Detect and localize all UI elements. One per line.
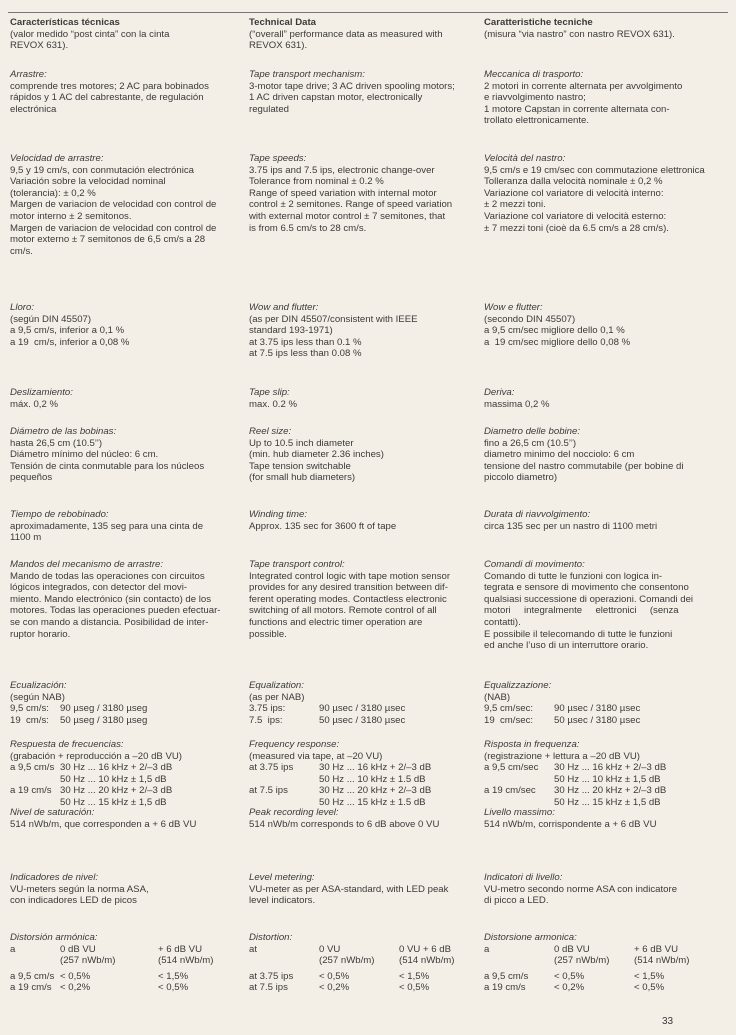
spec-table-cell: (514 nWb/m) [634,955,690,967]
spec-table [10,703,147,726]
spec-table [10,762,172,808]
section-line: con indicadores LED de picos [10,895,137,907]
spec-section-velocita-del-nastro [484,153,706,234]
spec-table-cell: (514 nWb/m) [158,955,214,967]
spec-table [249,944,454,994]
section-line: Mando de todas las operaciones con circuitos [10,570,205,582]
section-line: miento. Mando electrónico (sin contacto) de los [10,593,212,605]
spec-table-cell: a [10,943,16,955]
section-line: functions and electric timer operation are [249,616,423,628]
spec-table-row [10,774,172,786]
spec-table-cell: 30 Hz ... 20 kHz + 2/–3 dB [319,785,432,797]
section-heading: Deslizamiento: [10,387,73,398]
spec-table-cell: < 1,5% [634,970,665,982]
spec-table-row [484,762,666,774]
spec-table-row [249,971,454,983]
section-heading: Arrastre: [10,69,47,80]
spec-table-cell: 0 dB VU [60,943,96,955]
section-line: switching of all motors. Remote control of all [249,605,437,617]
section-line: E possibile il telecomando di tutte le funzioni [484,628,673,640]
section-line: Margen de variacion de velocidad con control de [10,222,217,234]
section-heading: Distortion: [249,932,293,943]
spec-table-row [484,955,689,967]
section-heading: Indicadores de nivel: [10,872,98,883]
section-line: ferent operating modes. Contactless electronic [249,593,447,605]
section-line: (tolerancia): ± 0,2 % [10,187,96,199]
section-line: aproximadamente, 135 seg para una cinta de [10,520,204,532]
spec-section-level-metering [249,872,471,907]
spec-table [484,762,666,808]
spec-table-row [10,944,213,956]
spec-section-frequency-response [249,739,471,809]
section-line: standard 193-1971) [249,325,333,337]
column-subtitle-line: (“overall” performance data as measured with [249,28,443,40]
section-line: (registrazione + lettura a –20 dB VU) [484,750,640,762]
spec-table-cell: a 19 cm/sec [484,785,536,797]
section-line: Integrated control logic with tape motion sensor [249,570,451,582]
spec-table-row [249,703,405,715]
spec-table-cell: at 3.75 ips [249,762,294,774]
spec-table-cell: 30 Hz ... 16 kHz + 2/–3 dB [319,762,432,774]
spec-table-row [484,774,666,786]
section-line: Approx. 135 sec for 3600 ft of tape [249,520,397,532]
section-line: VU-meter as per ASA-standard, with LED peak [249,883,449,895]
spec-section-tape-transport-control [249,559,471,640]
column-header [484,17,706,40]
spec-table-cell: 0 VU + 6 dB [399,943,451,955]
section-line: circa 135 sec per un nastro di 1100 metri [484,520,658,532]
spec-table-cell: a 9,5 cm/s [484,970,529,982]
section-line: 9,5 cm/s e 19 cm/sec con commutazione elettronica [484,164,705,176]
section-heading: Reel size: [249,426,292,437]
section-line: motor interno ± 2 semitonos. [10,210,132,222]
spec-section-distorsion-armonica [10,932,242,994]
spec-table-row [249,774,431,786]
spec-table-cell: 30 Hz ... 16 kHz + 2/–3 dB [554,762,667,774]
spec-section-distorsione-armonica [484,932,706,994]
spec-table-cell: a 19 cm/s [10,785,52,797]
section-line: máx. 0,2 % [10,398,58,410]
section-line: fino a 26,5 cm (10.5’’) [484,437,577,449]
spec-table-row [10,955,213,967]
spec-table-cell [10,774,60,786]
section-line: VU-metro secondo norme ASA con indicatore [484,883,678,895]
section-line: se con mando a distancia. Posibilidad de inter- [10,616,209,628]
spec-table-cell: 30 Hz ... 16 kHz + 2/–3 dB [60,762,173,774]
spec-table-cell: + 6 dB VU [634,943,678,955]
spec-section-diametro-de-las-bobinas [10,426,242,484]
spec-table-row [484,982,689,994]
section-heading: Tape slip: [249,387,290,398]
section-line: possible. [249,628,287,640]
section-line: Variación sobre la velocidad nominal [10,176,166,188]
section-line: with external motor control ± 7 semitones, that [249,210,446,222]
section-line: hasta 26,5 cm (10.5’’) [10,437,103,449]
section-line: 3-motor tape drive; 3 AC driven spooling motors; [249,80,455,92]
spec-section-arrastre [10,69,242,115]
section-heading: Livello massimo: [484,807,555,818]
section-line: motori integralmente elettronici (senza [484,605,679,617]
spec-table-row [10,762,172,774]
section-heading: Level metering: [249,872,315,883]
column-title: Características técnicas [10,17,120,28]
spec-table-cell: 50 µsec / 3180 µsec [319,714,406,726]
spec-table-cell: a 19 cm/s [484,982,526,994]
spec-section-velocidad-de-arrastre [10,153,242,257]
column-subtitle-line: (valor medido “post cinta” con la cinta [10,28,170,40]
spec-table-cell: < 1,5% [399,970,430,982]
section-line: a 9,5 cm/s, inferior a 0,1 % [10,325,125,337]
spec-table-cell: < 0,5% [399,982,430,994]
spec-table-cell [10,955,60,967]
section-line: trollato elettronicamente. [484,115,590,127]
section-line: cm/s. [10,245,33,257]
section-line: regulated [249,103,290,115]
section-line: Up to 10.5 inch diameter [249,437,354,449]
section-line: diametro minimo del nocciolo: 6 cm [484,449,635,461]
spec-table-row [249,982,454,994]
section-line: ± 2 mezzi toni. [484,199,546,211]
section-line: (min. hub diameter 2.36 inches) [249,449,384,461]
column-title: Technical Data [249,17,317,28]
spec-table-cell: < 0,5% [634,982,665,994]
spec-section-comandi-di-movimento [484,559,706,652]
spec-table-cell: (514 nWb/m) [399,955,455,967]
spec-table-cell: 50 Hz ... 15 kHz ± 1,5 dB [554,796,661,808]
section-line: (NAB) [484,691,511,703]
spec-table-row [10,785,172,797]
section-heading: Tiempo de rebobinado: [10,509,109,520]
section-line: ruptor horario. [10,628,71,640]
section-line: ± 7 mezzi toni (cioè da 6.5 cm/s a 28 cm/s). [484,222,669,234]
spec-table-cell [484,955,554,967]
spec-section-meccanica-di-trasporto [484,69,706,127]
section-line: Variazione col variatore di velocità esterno: [484,210,667,222]
section-line: Tolerance from nominal ± 0.2 % [249,176,384,188]
section-heading: Nivel de saturación: [10,807,95,818]
spec-table-cell: 90 µsec / 3180 µsec [319,703,406,715]
section-heading: Tape transport control: [249,559,345,570]
spec-table-row [249,762,431,774]
spec-table-row [249,785,431,797]
section-line: 514 nWb/m, corrispondente a + 6 dB VU [484,818,657,830]
section-line: pequeños [10,472,53,484]
section-heading: Wow e flutter: [484,302,543,313]
section-line: Tensión de cinta conmutable para los núcleos [10,460,205,472]
spec-table-cell: 9,5 cm/sec: [484,703,534,715]
page-number: 33 [662,1016,674,1027]
section-line: Tape tension switchable [249,460,351,472]
section-line: Range of speed variation with internal motor [249,187,437,199]
section-line: e riavvolgimento nastro; [484,92,586,104]
spec-section-reel-size [249,426,471,484]
section-line: (secondo DIN 45507) [484,313,576,325]
section-line: contatti). [484,616,521,628]
spec-table-cell: 50 Hz ... 10 kHz ± 1,5 dB [60,773,167,785]
section-line: Diámetro mínimo del núcleo: 6 cm. [10,449,159,461]
section-heading: Equalizzazione: [484,680,552,691]
section-line: (as per NAB) [249,691,305,703]
section-line: lógicos integrados, con detector del movi- [10,582,188,594]
section-line: 514 nWb/m, que corresponden a + 6 dB VU [10,818,197,830]
spec-section-wow-and-flutter [249,302,471,360]
section-line: Margen de variacion de velocidad con control de [10,199,217,211]
spec-table-row [484,703,640,715]
spec-table-cell: a 9,5 cm/s [10,762,55,774]
spec-table [249,762,431,808]
spec-section-tiempo-de-rebobinado [10,509,242,544]
spec-table-row [484,715,640,727]
section-line: a 19 cm/sec migliore dello 0,08 % [484,336,631,348]
section-heading: Respuesta de frecuencias: [10,739,124,750]
section-line: Tolleranza dalla velocità nominale ± 0,2 % [484,176,663,188]
spec-table-row [249,955,454,967]
section-heading: Frequency response: [249,739,340,750]
section-line: max. 0.2 % [249,398,297,410]
section-heading: Distorsione armonica: [484,932,577,943]
spec-table-cell: a 9,5 cm/sec [484,762,539,774]
section-line: tegrata e sensore di movimento che consentono [484,582,689,594]
section-line: level indicators. [249,895,316,907]
spec-table-cell: a 9,5 cm/s [10,970,55,982]
section-line: 1100 m [10,532,42,544]
section-heading: Peak recording level: [249,807,339,818]
spec-section-wow-e-flutter [484,302,706,348]
section-line: control ± 2 semitones. Range of speed variation [249,199,453,211]
section-heading: Comandi di movimento: [484,559,585,570]
spec-table-cell: a [484,943,490,955]
spec-section-risposta-in-frequenza [484,739,706,809]
spec-table-cell: < 0,2% [319,982,350,994]
spec-section-equalizzazione [484,680,706,726]
section-line: motores. Todas las operaciones pueden efectuar- [10,605,221,617]
spec-table-cell: < 1,5% [158,970,189,982]
top-rule [8,12,728,13]
spec-section-distortion [249,932,471,994]
spec-section-deslizamiento [10,387,242,410]
section-line: comprende tres motores; 2 AC para bobinados [10,80,209,92]
section-line: Comando di tutte le funzioni con logica in- [484,570,663,582]
spec-table-cell: 9,5 cm/s: [10,703,49,715]
section-line: (measured via tape, at –20 VU) [249,750,383,762]
spec-table-cell: 0 dB VU [554,943,590,955]
section-line: (según NAB) [10,691,65,703]
section-heading: Tape transport mechanism: [249,69,365,80]
spec-table-cell: 19 cm/sec: [484,714,534,726]
section-line: motor externo ± 7 semitonos de 6,5 cm/s a 28 [10,234,206,246]
spec-table-cell [249,774,319,786]
spec-table-row [484,944,689,956]
column-subtitle-line: REVOX 631). [10,40,69,52]
column-subtitle-line: (misura “via nastro” con nastro REVOX 631). [484,28,675,40]
spec-table-cell: 90 µseg / 3180 µseg [60,703,148,715]
spec-table-row [10,715,147,727]
spec-table-cell: < 0,5% [158,982,189,994]
spec-section-indicadores-de-nivel [10,872,242,907]
section-heading: Mandos del mecanismo de arrastre: [10,559,164,570]
spec-table [249,703,405,726]
section-line: qualsiasi successione di operazioni. Comandi dei [484,593,694,605]
spec-section-mandos-del-mecanismo-de-arrastre [10,559,242,640]
section-line: rápidos y 1 AC del cabrestante, de regulación [10,92,204,104]
spec-table-cell: (257 nWb/m) [554,955,610,967]
section-heading: Tape speeds: [249,153,307,164]
section-line: 1 motore Capstan in corrente alternata con- [484,103,670,115]
section-heading: Diametro delle bobine: [484,426,580,437]
column-subtitle-line: REVOX 631). [249,40,308,52]
section-heading: Durata di riavvolgimento: [484,509,591,520]
spec-table-cell [249,955,319,967]
section-line: at 3.75 ips less than 0.1 % [249,336,362,348]
spec-section-diametro-delle-bobine [484,426,706,484]
section-heading: Diámetro de las bobinas: [10,426,117,437]
spec-section-deriva [484,387,706,410]
spec-table-cell: < 0,5% [60,970,91,982]
section-line: piccolo diametro) [484,472,558,484]
column-header [10,17,242,52]
section-heading: Distorsión armónica: [10,932,98,943]
spec-table-cell: 50 Hz ... 10 kHz ± 1,5 dB [554,773,661,785]
spec-section-tape-slip [249,387,471,410]
spec-section-respuesta-de-frecuencias [10,739,242,809]
section-line: Variazione col variatore di velocità interno: [484,187,664,199]
spec-table-cell: 3.75 ips: [249,703,286,715]
section-heading: Indicatori di livello: [484,872,563,883]
spec-section-lloro [10,302,242,348]
section-line: is from 6.5 cm/s to 28 cm/s. [249,222,367,234]
section-line: 3.75 ips and 7.5 ips, electronic change-over [249,164,435,176]
spec-table-cell: (257 nWb/m) [60,955,116,967]
spec-section-indicatori-di-livello [484,872,706,907]
spec-table-cell: at 7.5 ips [249,982,288,994]
spec-table-cell: < 0,2% [60,982,91,994]
section-heading: Lloro: [10,302,34,313]
spec-section-livello-massimo [484,807,706,830]
section-heading: Risposta in frequenza: [484,739,580,750]
spec-table [10,944,213,994]
spec-table-cell: at 7.5 ips [249,785,288,797]
section-line: electrónica [10,103,57,115]
spec-section-tape-speeds [249,153,471,234]
column-title: Caratteristiche tecniche [484,17,593,28]
spec-section-durata-di-riavvolgimento [484,509,706,532]
section-heading: Equalization: [249,680,304,691]
section-line: (según DIN 45507) [10,313,92,325]
section-line: 1 AC driven capstan motor, electronically [249,92,423,104]
spec-table-cell: 0 VU [319,943,341,955]
spec-table-cell: 19 cm/s: [10,714,49,726]
spec-table-row [249,944,454,956]
spec-table-cell: < 0,2% [554,982,585,994]
spec-section-ecualizacion [10,680,242,726]
spec-table-cell: 50 µsec / 3180 µsec [554,714,641,726]
spec-table-cell [484,774,554,786]
section-line: ed anche l’uso di un interruttore orario. [484,640,649,652]
section-line: massima 0,2 % [484,398,550,410]
spec-table-row [10,703,147,715]
section-line: at 7.5 ips less than 0.08 % [249,348,362,360]
spec-table-cell: 50 Hz ... 15 kHz ± 1.5 dB [319,796,426,808]
spec-table-row [484,785,666,797]
spec-table-cell: 30 Hz ... 20 kHz + 2/–3 dB [60,785,173,797]
spec-table-cell: at 3.75 ips [249,970,294,982]
spec-section-winding-time [249,509,471,532]
section-heading: Ecualización: [10,680,67,691]
spec-section-nivel-de-saturacion [10,807,242,830]
spec-table-cell: < 0,5% [554,970,585,982]
spec-table-cell: (257 nWb/m) [319,955,375,967]
column-header [249,17,471,52]
section-line: a 9,5 cm/sec migliore dello 0,1 % [484,325,625,337]
section-heading: Wow and flutter: [249,302,319,313]
spec-table [484,703,640,726]
section-line: 9,5 y 19 cm/s, con conmutación electrónica [10,164,194,176]
section-line: a 19 cm/s, inferior a 0,08 % [10,336,130,348]
spec-table-cell: < 0,5% [319,970,350,982]
spec-table-cell: a 19 cm/s [10,982,52,994]
section-line: (for small hub diameters) [249,472,356,484]
spec-table-row [484,971,689,983]
section-line: (grabación + reproducción a –20 dB VU) [10,750,182,762]
section-line: di picco a LED. [484,895,549,907]
section-heading: Velocità del nastro: [484,153,566,164]
section-line: tensione del nastro commutabile (per bobine di [484,460,684,472]
spec-table-cell: 50 Hz ... 10 kHz ± 1.5 dB [319,773,426,785]
section-heading: Velocidad de arrastre: [10,153,104,164]
spec-table-cell: 50 µseg / 3180 µseg [60,714,148,726]
section-heading: Meccanica di trasporto: [484,69,584,80]
section-line: 2 motori in corrente alternata per avvolgimento [484,80,683,92]
section-heading: Deriva: [484,387,515,398]
spec-section-tape-transport-mechanism [249,69,471,115]
spec-table [484,944,689,994]
spec-table-row [10,971,213,983]
section-line: 514 nWb/m corresponds to 6 dB above 0 VU [249,818,440,830]
spec-section-peak-recording-level [249,807,471,830]
section-line: VU-meters según la norma ASA, [10,883,149,895]
spec-table-cell: at [249,943,258,955]
spec-table-row [10,982,213,994]
spec-table-cell: 30 Hz ... 20 kHz + 2/–3 dB [554,785,667,797]
spec-section-equalization [249,680,471,726]
spec-table-cell: 50 Hz ... 15 kHz ± 1,5 dB [60,796,167,808]
section-line: (as per DIN 45507/consistent with IEEE [249,313,418,325]
spec-table-cell: + 6 dB VU [158,943,202,955]
spec-table-row [249,715,405,727]
section-line: provides for any desired transition between dif- [249,582,448,594]
spec-table-cell: 7.5 ips: [249,714,283,726]
section-heading: Winding time: [249,509,308,520]
spec-table-cell: 90 µsec / 3180 µsec [554,703,641,715]
